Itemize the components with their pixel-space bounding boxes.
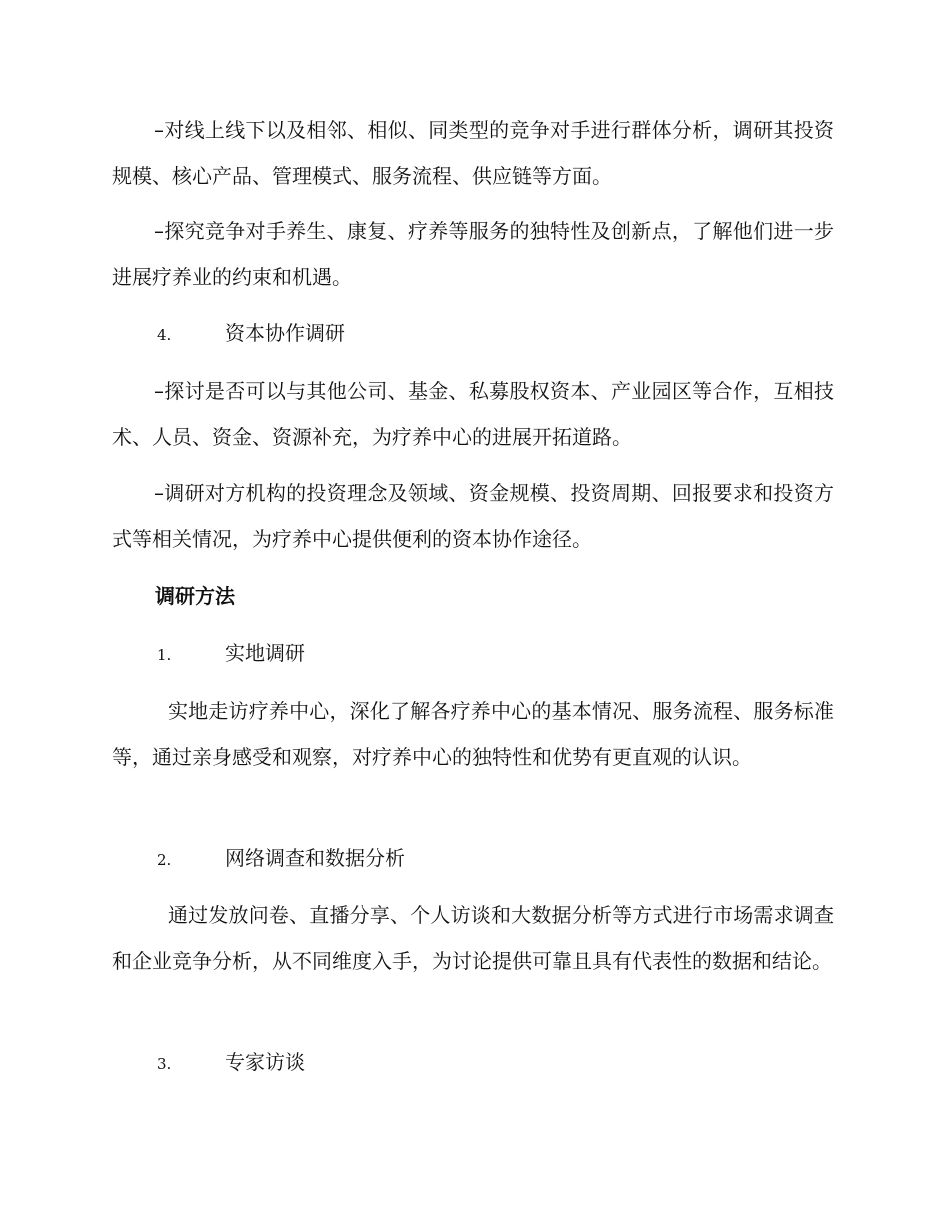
list-item-label: 资本协作调研	[225, 321, 345, 345]
paragraph-competitor-innovation: –探究竞争对手养生、康复、疗养等服务的独特性及创新点，了解他们进一步进展疗养业的约束和机遇。	[112, 219, 834, 289]
list-item-label: 网络调查和数据分析	[225, 846, 405, 870]
list-item-capital-cooperation	[157, 310, 345, 356]
list-item-expert-interview	[157, 1039, 305, 1085]
list-item-label: 实地调研	[225, 641, 305, 665]
paragraph-investment-research: –调研对方机构的投资理念及领域、资金规模、投资周期、回报要求和投资方式等相关情况，为疗养中心提供便利的资本协作途径。	[112, 481, 834, 551]
section-heading-research-methods: 调研方法	[155, 584, 235, 608]
paragraph-competitor-group-analysis: –对线上线下以及相邻、相似、同类型的竞争对手进行群体分析，调研其投资规模、核心产品、管理模式、服务流程、供应链等方面。	[112, 118, 834, 188]
list-number: 1.	[157, 646, 172, 664]
paragraph-online-survey: 通过发放问卷、直播分享、个人访谈和大数据分析等方式进行市场需求调查和企业竞争分析，从不同维度入手，为讨论提供可靠且具有代表性的数据和结论。	[112, 903, 834, 973]
list-number: 4.	[157, 326, 172, 344]
paragraph-field-research: 实地走访疗养中心，深化了解各疗养中心的基本情况、服务流程、服务标准等，通过亲身感受和观察，对疗养中心的独特性和优势有更直观的认识。	[112, 699, 834, 769]
list-item-label: 专家访谈	[225, 1050, 305, 1074]
list-number: 3.	[157, 1055, 172, 1073]
paragraph-cooperation-partners: –探讨是否可以与其他公司、基金、私募股权资本、产业园区等合作，互相技术、人员、资金、资源补充，为疗养中心的进展开拓道路。	[112, 379, 834, 449]
list-number: 2.	[157, 851, 172, 869]
list-item-online-survey	[157, 835, 405, 881]
list-item-field-research	[157, 630, 305, 676]
